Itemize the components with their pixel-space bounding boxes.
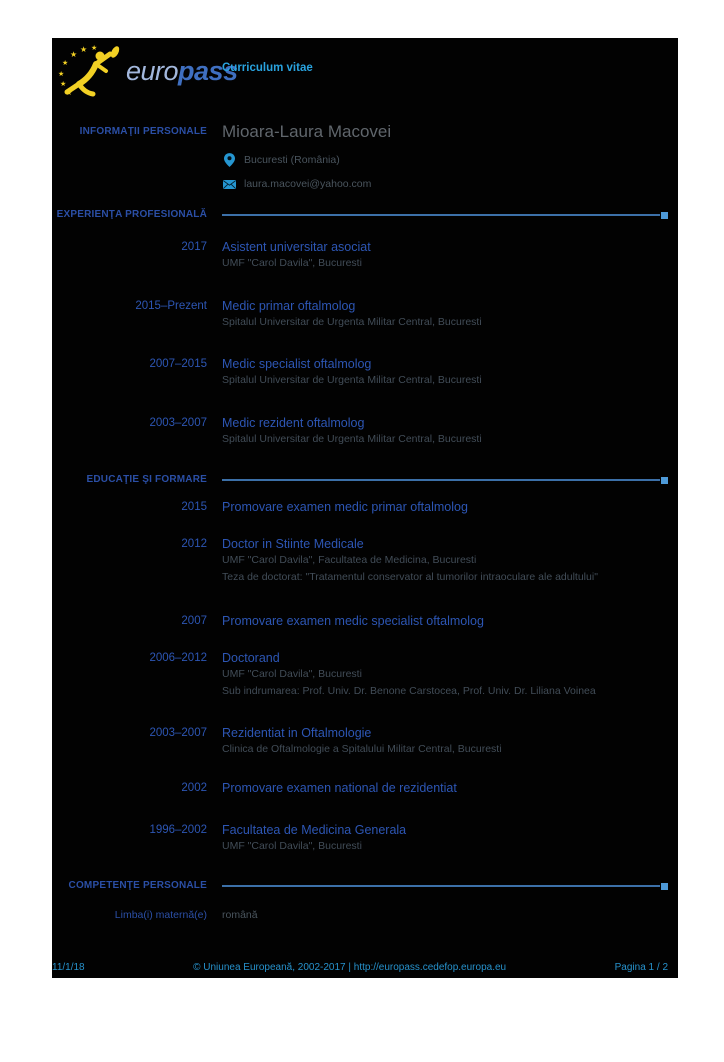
rule-line [222, 479, 660, 481]
entry-period: 2015 [181, 501, 207, 513]
section-header-experience [52, 208, 678, 222]
education-entry [52, 781, 678, 796]
rule-line [222, 885, 660, 887]
entry-line: UMF "Carol Davila", Facultatea de Medicina, Bucuresti [222, 554, 477, 566]
entry-title: Medic rezident oftalmolog [222, 416, 365, 430]
email-text: laura.macovei@yahoo.com [244, 178, 372, 190]
map-pin-icon [222, 153, 236, 167]
mother-tongue-row [52, 907, 678, 923]
education-entry [52, 500, 678, 515]
experience-entry [52, 416, 678, 448]
entry-line: Teza de doctorat: "Tratamentul conservator al tumorilor intraoculare ale adultului" [222, 571, 598, 583]
entry-line: UMF "Carol Davila", Bucuresti [222, 257, 362, 269]
svg-text:★: ★ [91, 44, 98, 52]
svg-text:★: ★ [70, 50, 78, 59]
entry-period: 2003–2007 [149, 417, 207, 429]
email-row [52, 176, 678, 192]
footer-copyright: © Uniunea Europeană, 2002-2017 | http://europass.cedefop.europa.eu [193, 962, 507, 973]
section-label-skills: COMPETENŢE PERSONALE [68, 880, 207, 891]
entry-title: Asistent universitar asociat [222, 240, 371, 254]
rule-end-square [661, 883, 668, 890]
location-row [52, 152, 678, 168]
entry-line: UMF "Carol Davila", Bucuresti [222, 668, 362, 680]
entry-line: Sub indrumarea: Prof. Univ. Dr. Benone Carstocea, Prof. Univ. Dr. Liliana Voinea [222, 685, 596, 697]
entry-period: 2003–2007 [149, 727, 207, 739]
education-entry [52, 537, 678, 586]
entry-title: Medic specialist oftalmolog [222, 357, 372, 371]
cv-page [52, 38, 678, 978]
section-rule [222, 473, 678, 487]
entry-period: 2006–2012 [149, 652, 207, 664]
section-label-personal-info: INFORMAŢII PERSONALE [79, 126, 207, 137]
svg-text:★: ★ [58, 70, 65, 78]
person-name: Mioara-Laura Macovei [222, 122, 392, 141]
entry-line: Spitalul Universitar de Urgenta Militar Central, Bucuresti [222, 433, 482, 445]
entry-title: Doctorand [222, 651, 280, 665]
entry-line: Spitalul Universitar de Urgenta Militar Central, Bucuresti [222, 374, 482, 386]
entry-period: 2017 [181, 241, 207, 253]
entry-title: Medic primar oftalmolog [222, 299, 356, 313]
europass-logo [58, 44, 238, 98]
svg-text:★: ★ [80, 45, 88, 54]
section-header-skills [52, 879, 678, 893]
entry-period: 2012 [181, 538, 207, 550]
entry-period: 2007–2015 [149, 358, 207, 370]
experience-entry [52, 240, 678, 272]
logo-pass-text: pass [178, 55, 238, 86]
personal-info-header-row [52, 122, 678, 142]
entry-title: Promovare examen national de rezidentiat [222, 781, 457, 795]
entry-period: 2002 [181, 782, 207, 794]
europass-wordmark [126, 55, 238, 86]
rule-end-square [661, 477, 668, 484]
entry-period: 2015–Prezent [135, 300, 207, 312]
section-rule [222, 208, 678, 222]
entry-title: Rezidentiat in Oftalmologie [222, 726, 372, 740]
entry-title: Promovare examen medic primar oftalmolog [222, 500, 468, 514]
experience-entry [52, 299, 678, 331]
entry-line: UMF "Carol Davila", Bucuresti [222, 840, 362, 852]
section-rule [222, 879, 678, 893]
location-text: Bucuresti (România) [244, 154, 340, 166]
svg-text:★: ★ [60, 80, 67, 88]
section-header-education [52, 473, 678, 487]
envelope-icon [222, 180, 236, 189]
page-header [52, 38, 678, 100]
section-label-education: EDUCAŢIE ŞI FORMARE [86, 474, 207, 485]
education-entry [52, 614, 678, 629]
entry-line: Spitalul Universitar de Urgenta Militar Central, Bucuresti [222, 316, 482, 328]
entry-period: 1996–2002 [149, 824, 207, 836]
svg-text:★: ★ [66, 89, 73, 97]
footer-date: 11/1/18 [52, 962, 85, 973]
mother-tongue-label: Limba(i) maternă(e) [114, 909, 207, 921]
svg-text:★: ★ [62, 59, 69, 67]
logo-euro-text: euro [126, 55, 179, 86]
entry-title: Facultatea de Medicina Generala [222, 823, 407, 837]
page-footer [52, 962, 668, 973]
experience-entry [52, 357, 678, 389]
section-label-experience: EXPERIENŢA PROFESIONALĂ [56, 209, 207, 220]
entry-title: Promovare examen medic specialist oftalmolog [222, 614, 484, 628]
footer-page-indicator: Pagina 1 / 2 [614, 962, 668, 973]
europass-figure-icon [58, 44, 124, 98]
rule-line [222, 214, 660, 216]
rule-end-square [661, 212, 668, 219]
education-entry [52, 823, 678, 855]
entry-title: Doctor in Stiinte Medicale [222, 537, 364, 551]
document-type-label: Curriculum vitae [222, 62, 313, 74]
entry-period: 2007 [181, 615, 207, 627]
mother-tongue-value: română [222, 909, 258, 921]
entry-line: Clinica de Oftalmologie a Spitalului Militar Central, Bucuresti [222, 743, 502, 755]
education-entry [52, 726, 678, 758]
education-entry [52, 651, 678, 700]
